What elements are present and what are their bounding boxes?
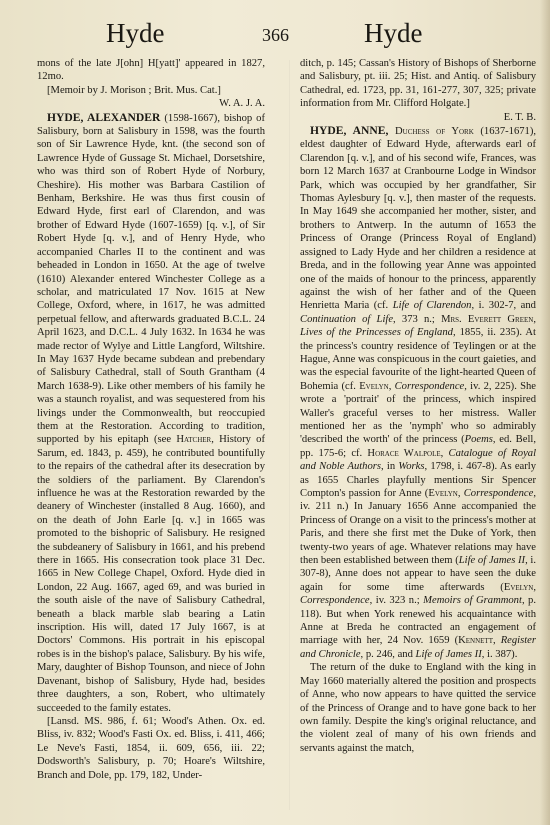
cited-work: Lives of the Princesses of England bbox=[300, 327, 453, 339]
cited-author: Evelyn bbox=[428, 488, 458, 499]
right-column bbox=[300, 57, 536, 755]
column-gutter bbox=[289, 60, 290, 810]
cited-author: Evelyn bbox=[503, 581, 534, 593]
page-edge-shadow bbox=[540, 0, 550, 825]
entry-body-cont: , History of Sarum, ed. 1843, p. 459), he contributed bountifully to the repairs of the cathedral after its desecration by the soldiers of the parliament. By Clarendon's influence he was at the Restoration rewarded by the deanery of Winchester (installed 8 Aug. 1660), and on the death of John Earle [q. v.] in 1665 was promoted to the bishopric of Salisbury. He resigned the subdeanery of Salisbury in 1661, and his prebend there in 1665. His consecration took place 31 Dec. 1665 in New College Chapel, Oxford. Hyde died in London, 22 Aug. 1667, aged 69, and was buried in the south aisle of the nave of Salisbury Cathedral, beneath a black marble slab bearing a Latin inscription. His will, dated 17 July 1667, is at Doctors' Commons. His portrait in his episcopal robes is in the bishop's palace, Salisbury. By his wife, Mary, daughter of Bishop Tounson, and niece of John Davenant, bishop of Salisbury, Hyde had, besides three daughters, a son, Robert, who ultimately succeeded to the family estates. bbox=[37, 434, 265, 714]
entry-text: , in bbox=[381, 461, 396, 473]
cited-work: Works bbox=[398, 461, 425, 473]
page-number: 366 bbox=[262, 25, 289, 45]
cited-work: Register and Chronicle bbox=[300, 635, 537, 660]
header-right-title: Hyde bbox=[364, 18, 423, 48]
continued-sources: ditch, p. 145; Cassan's History of Bishops of Sherborne and Salisbury, pt. iii. 25; Hist. and Antiq. of Salisbury Cathedral, ed. 1723, pp. 31, 161-277, 307, 325; private information from Mr. Clifford Holgate.] bbox=[300, 58, 536, 110]
entry-text: , 1798, i. 467-8). As early as 1655 Charles playfully mentions Sir Spencer Compton's passion for Anne ( bbox=[300, 461, 536, 499]
entry-title: Duchess of York bbox=[395, 126, 474, 138]
entry-paragraph: The return of the duke to England with the king in May 1660 materially altered the position and prospects of Anne, who now appears to have quitted the service of the Princess of Orange and to have gone back to her own family. Despite the king's original reluctance, and the violent zeal of many of his own friends and servants against the match, bbox=[300, 662, 536, 754]
cited-work: Poems bbox=[464, 434, 493, 446]
entry-text: , i. 307-8), Anne does not appear to have seen the duke again for some time afterwards ( bbox=[300, 555, 536, 593]
entry-text: , 1855, ii. 235). At the princess's country residence of Teylingen or at the Hague, Anne was conspicuous in the court gaieties, and was the especial favourite of the light-hearted Queen of Bohemia (cf. bbox=[300, 327, 536, 392]
cited-author: Kennett bbox=[458, 635, 493, 647]
cited-work: Life of James II bbox=[415, 648, 482, 660]
entry-text: , iv. 323 n.; bbox=[369, 595, 420, 607]
cited-work: Correspondence bbox=[463, 488, 534, 499]
entry-text: , iv. 211 n.) In January 1656 Anne accompanied the Princess of Orange on a visit to the princess's mother at Paris, and there she first met the Duke of York, then twenty-two years of age. Whatever relations may have then been established between them ( bbox=[300, 488, 536, 567]
entry-text: , i. 387). bbox=[481, 648, 518, 660]
cited-author: Evelyn bbox=[359, 380, 389, 392]
memoir-reference: [Memoir by J. Morison ; Brit. Mus. Cat.] bbox=[47, 84, 221, 96]
author-signature: E. T. B. bbox=[503, 111, 536, 123]
cited-author: Horace Walpole bbox=[367, 447, 441, 459]
cited-work: Continuation of Life bbox=[300, 313, 394, 325]
entry-text: , p. 246, and bbox=[360, 648, 413, 660]
entry-sources: [Lansd. MS. 986, f. 61; Wood's Athen. Ox. ed. Bliss, iv. 832; Wood's Fasti Ox. ed. Bliss, i. 411, 466; Le Neve's Fasti, 1854, ii. 609, 656, iii. 22; Dodsworth's Salisbury, p. 70; Hoare's Wiltshire, Branch and Dole, pp. 179, 182, Under- bbox=[37, 715, 265, 781]
continued-text: mons of the late J[ohn] H[yatt]' appeared in 1827, 12mo. bbox=[37, 58, 265, 83]
entry-body: (1637-1671), eldest daughter of Edward Hyde, afterwards earl of Clarendon [q. v.], and of his second wife, Frances, was born 12 March 1637 at Cranbourne Lodge in Windsor Park, which was occupied by her grandfather, Sir Thomas Aylesbury [q. v.], then master of the requests. In May 1649 she accompanied her mother, sister, and brothers to Antwerp. In the autumn of 1653 the Princess of Orange (Princess Royal of England) assigned to Lady Hyde and her children a residence at Breda, and in the following year Anne was appointed one of the maids of honour to the princess, apparently against the wish of her father and of the Queen Henrietta Maria (cf. bbox=[300, 126, 537, 312]
author-signature: W. A. J. A. bbox=[219, 98, 265, 110]
entry-text: , iv. 2, 225). She wrote a 'portrait' of the princess, which inspired Waller's graceful verses to her mistress. Waller mentioned her as the 'nymph' who so admirably 'described the worth' of the princess ( bbox=[300, 380, 536, 446]
entry-body: (1598-1667), bishop of Salisbury, born at Salisbury in 1598, was the fourth son of Sir Lawrence Hyde, knt. (the second son of Lawrence Hyde of Gussage St. Michael, Dorsetshire, who was third son of Robert Hyde of Norbury, Cheshire). His mother was Barbara Castilion of Benham, Berkshire. He was thus first cousin of Edward Hyde, first earl of Clarendon, and was brother of Edward Hyde (1607-1659) [q. v.], of Sir Robert Hyde [q. v.], and of Henry Hyde, who accompanied Charles II to the continent and was beheaded in London in 1650. At the age of twelve (1610) Alexander entered Winchester College as a scholar, and matriculated 17 Nov. 1615 at New College, Oxford, where, in 1617, he was admitted perpetual fellow, and afterwards graduated B.C.L. 24 April 1623, and D.C.L. 4 July 1632. In 1634 he was made rector of Wylye and Little Langford, Wiltshire. In May 1637 Hyde became subdean and prebendary of Salisbury Cathedral, stall of South Grantham (4 March 1638-9). Like other members of his family he was a staunch royalist, and was sequestered from his livings under the Commonwealth, but reoccupied them at the Restoration. According to tradition, supported by his epitaph (see bbox=[37, 112, 265, 446]
cited-work: Correspondence bbox=[300, 595, 370, 607]
entry-hyde-anne: HYDE, ANNE, Duchess of York (1637-1671), eldest daughter of Edward Hyde, afterwards earl of Clarendon [q. v.], and of his second wife, Frances, was born 12 March 1637 at Cranbourne Lodge in Windsor Park, which was occupied by her grandfather, Sir Thomas Aylesbury [q. v.], then master of the requests. In May 1649 she accompanied her mother, sister, and brothers to Antwerp. In the autumn of 1653 the Princess of Orange (Princess Royal of England) assigned to Lady Hyde and her children a residence at Breda, and in the following year Anne was appointed one of the maids of honour to the princess, apparently against the wish of her father and of the Queen Henrietta Maria (cf. Life of Clarendon, i. 302-7, and Continuation of Life, 373 n.; Mrs. Everett Green, Lives of the Princesses of England, 1855, ii. 235). At the princess's country residence of Teylingen or at the Hague, Anne was conspicuous in the court gaieties, and was the especial favourite of the light-hearted Queen of Bohemia (cf. Evelyn, Correspondence, iv. 2, 225). She wrote a 'portrait' of the princess, which inspired Waller's graceful verses to her mistress. Waller mentioned her as the 'nymph' who so admirably 'described the worth' of the princess (Poems, ed. Bell, pp. 175-6; cf. Horace Walpole, Catalogue of Royal and Noble Authors, in Works, 1798, i. 467-8). As early as 1655 Charles playfully mentions Sir Spencer Compton's passion for Anne (Evelyn, Correspondence, iv. 211 n.) In January 1656 Anne accompanied the Princess of Orange on a visit to the princess's mother at Paris, and there she first met the Duke of York, then twenty-two years of age. Whatever relations may have then been established between them (Life of James II, i. 307-8), Anne does not appear to have seen the duke again for some time afterwards (Evelyn, Correspondence, iv. 323 n.; Memoirs of Grammont, p. 118). But when York renewed his acquaintance with Anne at Breda he contracted an engagement of marriage with her, 24 Nov. 1659 (Kennett, Register and Chronicle, p. 246, and Life of James II, i. 387). bbox=[300, 124, 537, 660]
cited-work: Life of Clarendon bbox=[392, 300, 472, 312]
cited-work: Catalogue of Royal and Noble Authors bbox=[300, 447, 537, 473]
cited-work: Life of James II bbox=[458, 555, 526, 567]
entry-text: , i. 302-7, and bbox=[471, 300, 536, 312]
cited-work: Correspondence bbox=[394, 380, 465, 392]
header-left-title: Hyde bbox=[106, 18, 165, 48]
cited-author: Hatcher bbox=[176, 434, 212, 446]
entry-headword: HYDE, ANNE, bbox=[310, 124, 389, 138]
entry-text: , p. 118). But when York renewed his acquaintance with Anne at Breda he contracted an engagement of marriage with her, 24 Nov. 1659 ( bbox=[300, 595, 537, 647]
entry-text: , 373 n.; bbox=[393, 313, 435, 325]
entry-headword: HYDE, ALEXANDER bbox=[47, 110, 161, 124]
left-column bbox=[37, 57, 265, 782]
cited-work: Memoirs of Grammont bbox=[423, 595, 522, 607]
running-header bbox=[0, 18, 550, 54]
cited-author: Mrs. Everett Green bbox=[441, 313, 534, 325]
entry-text: , ed. Bell, pp. 175-6; cf. bbox=[300, 434, 536, 459]
entry-hyde-alexander bbox=[37, 111, 265, 715]
